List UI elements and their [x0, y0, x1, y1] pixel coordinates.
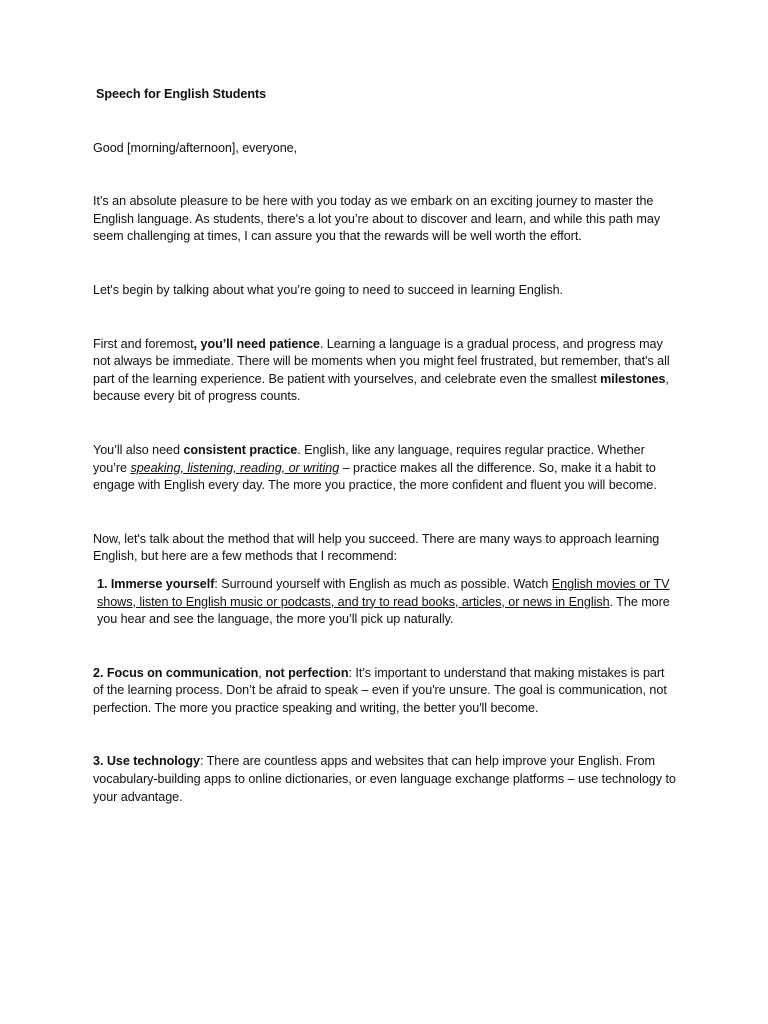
- method-3-paragraph: [93, 753, 678, 806]
- method-1-paragraph: [93, 576, 678, 629]
- greeting-paragraph: Good [morning/afternoon], everyone,: [93, 140, 298, 155]
- method-3-text: : There are countless apps and websites that can help improve your English. From vocabulary-building apps to online dictionaries, or even language exchange platforms – use technology to your advantage.: [93, 754, 676, 804]
- patience-text-post: , because every bit of progress counts.: [93, 371, 669, 404]
- method-2-heading: 2. Focus on communication: [93, 665, 259, 680]
- practice-bold: consistent practice: [183, 442, 298, 457]
- document-title: Speech for English Students: [96, 87, 267, 101]
- method-1-text-post: . The more you hear and see the language, the more you’ll pick up naturally.: [97, 594, 670, 627]
- method-1-underlined: English movies or TV shows, listen to English music or podcasts, and try to read books, articles, or news in English: [97, 576, 670, 609]
- patience-bold: , you’ll need patience: [193, 336, 320, 351]
- methods-intro-paragraph: Now, let's talk about the method that will help you succeed. There are many ways to approach learning English, but here are a few methods that I recommend:: [93, 531, 660, 564]
- method-2-heading-2: not perfection: [265, 665, 349, 680]
- method-1-text-mid: : Surround yourself with English as much as possible. Watch: [214, 576, 552, 591]
- patience-text-pre: First and foremost: [93, 336, 194, 351]
- begin-paragraph: Let's begin by talking about what you’re going to need to succeed in learning English.: [93, 282, 563, 297]
- patience-paragraph: [93, 336, 678, 406]
- milestones-bold: milestones: [600, 371, 666, 386]
- practice-text-post: – practice makes all the difference. So, make it a habit to engage with English every day. The more you practice, the more confident and fluent you will become.: [93, 460, 657, 493]
- intro-paragraph: It’s an absolute pleasure to be here with you today as we embark on an exciting journey to master the English language. As students, there's a lot you’re about to discover and learn, and while this path may seem challenging at times, I can assure you that the rewards will be well worth the effort.: [93, 194, 661, 244]
- skills-italic-underlined: speaking, listening, reading, or writing: [130, 460, 340, 475]
- method-2-paragraph: [93, 665, 678, 718]
- method-2-text: : It’s important to understand that making mistakes is part of the learning process. Don’t be afraid to speak – even if you're unsure. The goal is communication, not perfection. The more you practice speaking and writing, the better you'll become.: [93, 665, 667, 715]
- method-3-heading: 3. Use technology: [93, 754, 200, 769]
- practice-paragraph: [93, 442, 678, 495]
- practice-text-mid: . English, like any language, requires regular practice. Whether you’re: [93, 442, 645, 475]
- method-2-sep: ,: [258, 665, 266, 680]
- document-body: [93, 86, 678, 806]
- patience-text-mid: . Learning a language is a gradual process, and progress may not always be immediate. There will be moments when you might feel frustrated, but remember, that's all part of the learning experience. Be patient with yourselves, and celebrate even the smallest: [93, 336, 670, 386]
- practice-text-pre: You’ll also need: [93, 442, 184, 457]
- method-1-heading: 1. Immerse yourself: [97, 576, 215, 591]
